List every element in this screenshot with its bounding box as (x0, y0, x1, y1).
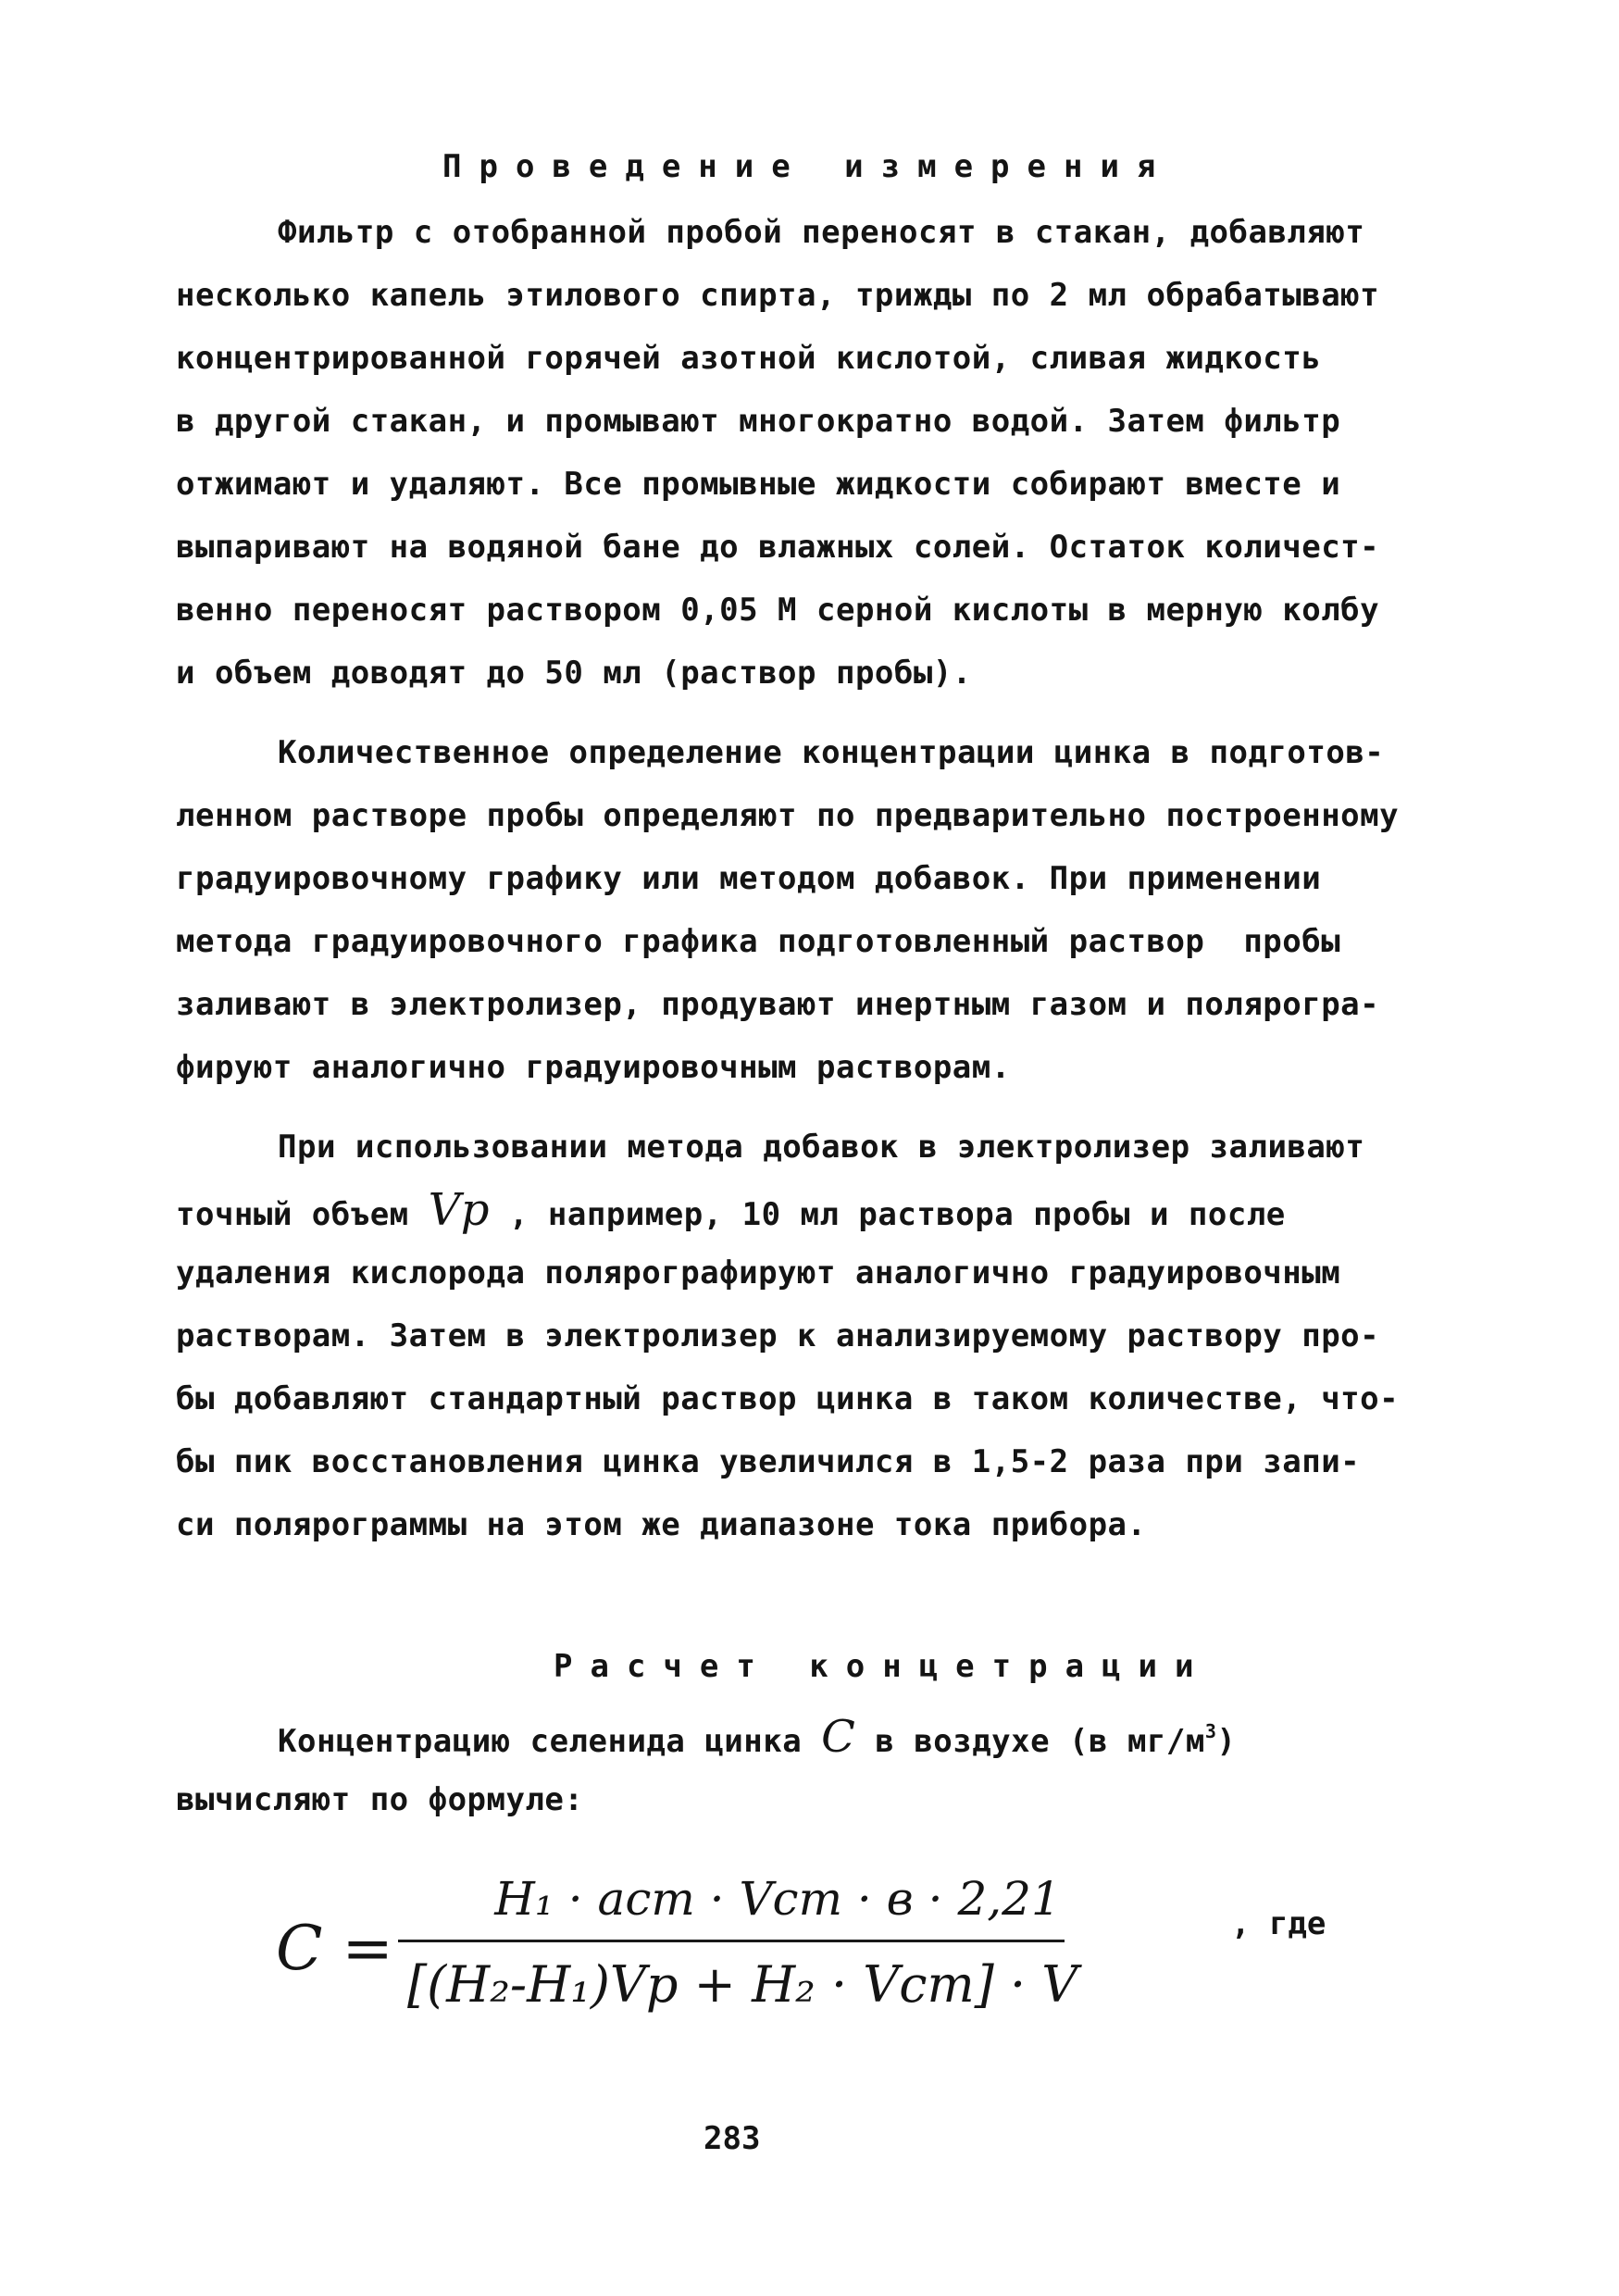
text-line: удаления кислорода полярографируют аналогично градуировочным (176, 1254, 1341, 1292)
text-line: заливают в электролизер, продувают инертным газом и полярогра- (176, 986, 1380, 1023)
text-line: выпаривают на водяной бане до влажных солей. Остаток количест- (176, 529, 1380, 566)
formula-lhs: C = (276, 1913, 393, 1984)
text-line: бы добавляют стандартный раствор цинка в таком количестве, что- (176, 1380, 1400, 1417)
formula-denominator: [(H₂-H₁)Vр + H₂ · Vст] · V (407, 1955, 1078, 2014)
text-line: концентрированной горячей азотной кислотой, сливая жидкость (176, 340, 1322, 377)
formula-numerator: H₁ · aст · Vст · в · 2,21 (494, 1872, 1061, 1926)
section-heading-measurement: Проведение измерения (442, 148, 1174, 185)
page-number: 283 (704, 2120, 761, 2157)
text-fragment: ) (1216, 1723, 1237, 1760)
text-fragment: Концентрацию селенида цинка (278, 1723, 822, 1760)
text-fragment: точный объем (176, 1196, 429, 1233)
text-line: в другой стакан, и промывают многократно водой. Затем фильтр (176, 403, 1341, 440)
text-line-with-symbol (278, 1711, 1237, 1763)
text-line: си полярограммы на этом же диапазоне тока прибора. (176, 1506, 1147, 1543)
formula-suffix: , где (1231, 1905, 1326, 1942)
handwritten-symbol-c: C (821, 1711, 856, 1763)
text-line-with-symbol (176, 1184, 1286, 1236)
fraction-bar (398, 1940, 1065, 1942)
superscript: 3 (1204, 1720, 1217, 1742)
text-line: и объем доводят до 50 мл (раствор пробы). (176, 655, 972, 692)
section-heading-calculation: Расчет концетрации (554, 1648, 1212, 1685)
handwritten-symbol-vp: Vр (428, 1184, 490, 1236)
text-line: При использовании метода добавок в электролизер заливают (278, 1129, 1365, 1166)
text-fragment: в воздухе (в мг/м (855, 1723, 1205, 1760)
text-fragment: , например, 10 мл раствора пробы и после (490, 1196, 1286, 1233)
text-line: фируют аналогично градуировочным растворам. (176, 1049, 1011, 1086)
text-line: растворам. Затем в электролизер к анализируемому раствору про- (176, 1317, 1380, 1354)
text-line: Количественное определение концентрации цинка в подготов- (278, 734, 1385, 771)
text-line: несколько капель этилового спирта, трижды по 2 мл обрабатывают (176, 277, 1380, 314)
text-line: метода градуировочного графика подготовленный раствор пробы (176, 923, 1341, 960)
text-line: бы пик восстановления цинка увеличился в 1,5-2 раза при запи- (176, 1443, 1361, 1480)
text-line: вычисляют по формуле: (176, 1781, 584, 1818)
text-line: отжимают и удаляют. Все промывные жидкости собирают вместе и (176, 466, 1341, 503)
concentration-formula (268, 1852, 1472, 2065)
text-line: венно переносят раствором 0,05 М серной кислоты в мерную колбу (176, 592, 1380, 629)
text-line: градуировочному графику или методом добавок. При применении (176, 860, 1322, 897)
text-line: ленном растворе пробы определяют по предварительно построенному (176, 797, 1400, 834)
text-line: Фильтр с отобранной пробой переносят в стакан, добавляют (278, 214, 1365, 251)
